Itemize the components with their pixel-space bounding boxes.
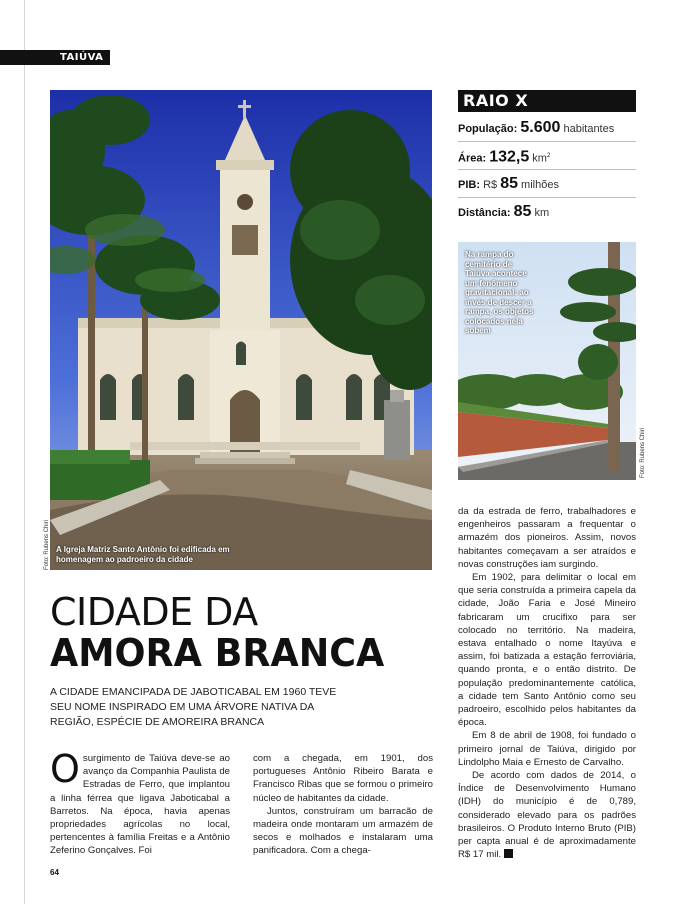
raiox-unit: km [532, 152, 547, 165]
headline-line-2: AMORA BRANCA [50, 631, 385, 675]
raiox-unit: milhões [521, 179, 559, 191]
raiox-unit: habitantes [563, 123, 615, 135]
raiox-prefix: R$ [483, 179, 498, 191]
raiox-value: 5.600 [520, 119, 561, 136]
raiox-label: Área: [458, 152, 487, 165]
body-paragraph: De acordo com dados de 2014, o Índice de Desenvolvimento Humano (IDH) do município é de 0,789, considerado elevado para os padrões brasileiros. O Produto Interno Bruto (PIB) per capta anual é de aproximadamente R$ 17 mil. [458, 770, 636, 861]
body-paragraph: com a chegada, em 1901, dos portugueses Antônio Ribeiro Barata e Francisco Ribas que se formou o primeiro núcleo de habitantes da cidade. [253, 753, 433, 804]
raiox-label: População: [458, 123, 518, 135]
raiox-value: 132,5 [489, 148, 530, 166]
raiox-unit: km [534, 207, 550, 219]
raiox-row-pib [458, 170, 636, 198]
raiox-row-populacao [458, 114, 636, 142]
raiox-label: Distância: [458, 207, 511, 219]
raiox-value: 85 [500, 175, 518, 192]
main-photo-caption: A Igreja Matriz Santo Antônio foi edificada em homenagem ao padroeiro da cidade [56, 545, 230, 564]
page-edge-line [24, 0, 25, 904]
body-column-1 [50, 747, 230, 858]
church-illustration [50, 90, 432, 570]
body-paragraph: Em 1902, para delimitar o local em que seria construída a primeira capela da cidade, João Faria e José Mineiro fabricaram um crucifixo para ser colocado no território. Na madeira, estava entalhado o nome Itayúva e assim, foi batizada a estação ferroviária, quando pronta, e o então distrito. De população predominantemente católica, a cidade tem Santo Antônio como seu padroeiro, escolhido pelos habitantes da época. [458, 572, 636, 729]
raiox-value: 85 [513, 203, 532, 220]
section-tag: TAIÚVA [0, 50, 110, 65]
dropcap: O [50, 747, 80, 791]
raiox-title: RAIO X [458, 90, 636, 112]
body-column-2 [253, 752, 433, 858]
body-paragraph: surgimento de Taiúva deve-se ao avanço da Companhia Paulista de Estradas de Ferro, que implantou a linha férrea que ligava Jaboticabal a Barretos. Na época, havia apenas propriedades agrícolas no local, pertencentes à família Freitas e a Antônio Zeferino Gonçalves. Foi [50, 753, 230, 857]
main-photo-credit: Foto: Rubens Chiri [44, 519, 50, 570]
body-column-3 [458, 505, 636, 861]
headline-line-1: CIDADE DA [50, 590, 258, 634]
side-photo-credit: Foto: Rubens Chiri [640, 427, 646, 478]
raiox-label: PIB: [458, 179, 480, 191]
raiox-row-distancia [458, 198, 636, 226]
end-of-article-icon [504, 849, 513, 858]
article-dek: A CIDADE EMANCIPADA DE JABOTICABAL EM 1960 TEVE SEU NOME INSPIRADO EM UMA ÁRVORE NATIVA DA REGIÃO, ESPÉCIE DE AMOREIRA BRANCA [50, 686, 337, 728]
side-photo-caption: Na rampa do cemitério de Taiúva acontece um fenômeno gravitacional: ao invés de descer a rampa, os objetos colocados nela sobem [465, 250, 534, 335]
main-photo-church [50, 90, 432, 570]
raiox-row-area [458, 142, 636, 170]
raiox-unit-sup: 2 [546, 153, 551, 159]
body-paragraph: da da estrada de ferro, trabalhadores e engenheiros passaram a frequentar o armazém dos pioneiros. Assim, novos habitantes começavam a ser atraídos e novas construções iam surgindo. [458, 506, 636, 570]
page-number: 64 [50, 868, 59, 877]
body-paragraph: Em 8 de abril de 1908, foi fundado o primeiro jornal de Taiúva, dirigido por Lindolpho Maia e Ernesto de Carvalho. [458, 730, 636, 768]
body-paragraph: Juntos, construíram um barracão de madeira onde montaram um armazém de secos e molhados e instalaram uma panificadora. Com a chega- [253, 805, 433, 857]
